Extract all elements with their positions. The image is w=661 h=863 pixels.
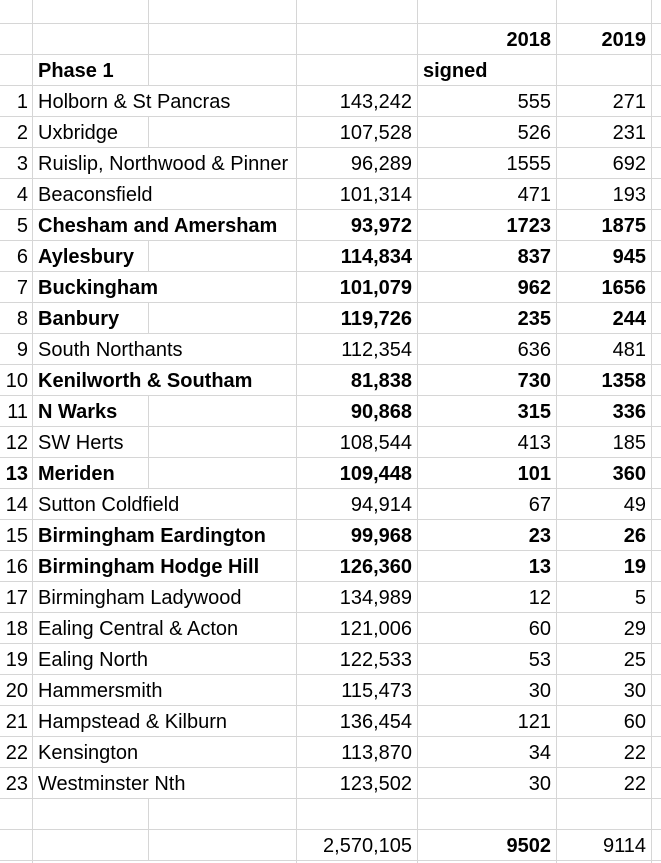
constituency-name-cell[interactable]: Kensington [33, 737, 297, 767]
cell-empty[interactable] [33, 830, 297, 860]
row-number-cell[interactable]: 22 [0, 737, 33, 767]
cell-empty[interactable] [0, 24, 33, 54]
row-number-cell[interactable]: 18 [0, 613, 33, 643]
total-electorate-cell[interactable]: 2,570,105 [297, 830, 418, 860]
table-row [0, 551, 661, 582]
row-number-cell[interactable]: 15 [0, 520, 33, 550]
header-row-labels [0, 55, 661, 86]
row-number-cell[interactable]: 6 [0, 241, 33, 271]
total-2018-cell[interactable]: 9502 [418, 830, 557, 860]
signed-label-cell[interactable]: signed [418, 55, 557, 85]
electorate-cell[interactable]: 143,242 [297, 86, 418, 116]
header-row-years [0, 24, 661, 55]
constituency-name-cell[interactable]: Hampstead & Kilburn [33, 706, 297, 736]
cell-empty[interactable] [418, 0, 557, 23]
constituency-name-cell[interactable]: Westminster Nth [33, 768, 297, 798]
cell-empty[interactable] [557, 55, 652, 85]
signed-2019-cell[interactable]: 30 [557, 675, 652, 705]
signed-2019-cell[interactable]: 1875 [557, 210, 652, 240]
row-number-cell[interactable]: 23 [0, 768, 33, 798]
table-row [0, 737, 661, 768]
constituency-name-cell[interactable]: Ealing North [33, 644, 297, 674]
empty-top-row [0, 0, 661, 24]
cell-empty[interactable] [0, 0, 33, 23]
signed-2018-cell[interactable]: 555 [418, 86, 557, 116]
electorate-cell[interactable]: 107,528 [297, 117, 418, 147]
overflow-cell[interactable] [652, 365, 661, 395]
signed-2019-cell[interactable]: 49 [557, 489, 652, 519]
electorate-cell[interactable]: 126,360 [297, 551, 418, 581]
row-number-cell[interactable]: 16 [0, 551, 33, 581]
electorate-cell[interactable]: 93,972 [297, 210, 418, 240]
cell-empty[interactable] [297, 799, 418, 829]
phase-label-cell[interactable]: Phase 1 [33, 55, 297, 85]
table-row [0, 303, 661, 334]
cell-empty[interactable] [297, 24, 418, 54]
signed-2019-cell[interactable]: 360 [557, 458, 652, 488]
signed-2018-cell[interactable]: 101 [418, 458, 557, 488]
constituency-name-cell[interactable]: N Warks [33, 396, 297, 426]
signed-2019-cell[interactable]: 185 [557, 427, 652, 457]
table-row [0, 427, 661, 458]
cell-empty[interactable] [0, 799, 33, 829]
cell-empty[interactable] [418, 799, 557, 829]
signed-2019-cell[interactable]: 231 [557, 117, 652, 147]
signed-2018-cell[interactable]: 12 [418, 582, 557, 612]
cell-empty[interactable] [0, 55, 33, 85]
constituency-name-cell[interactable]: Banbury [33, 303, 297, 333]
constituency-name-cell[interactable]: Ealing Central & Acton [33, 613, 297, 643]
cell-empty[interactable] [33, 799, 297, 829]
overflow-cell[interactable] [652, 427, 661, 457]
electorate-cell[interactable]: 112,354 [297, 334, 418, 364]
table-row [0, 179, 661, 210]
row-number-cell[interactable]: 12 [0, 427, 33, 457]
overflow-cell[interactable] [652, 644, 661, 674]
overflow-cell[interactable] [652, 675, 661, 705]
signed-2019-cell[interactable]: 244 [557, 303, 652, 333]
table-row [0, 706, 661, 737]
table-row [0, 675, 661, 706]
electorate-cell[interactable]: 115,473 [297, 675, 418, 705]
data-rows [0, 86, 661, 799]
constituency-name-cell[interactable]: South Northants [33, 334, 297, 364]
cell-empty[interactable] [297, 55, 418, 85]
signed-2018-cell[interactable]: 34 [418, 737, 557, 767]
overflow-cell[interactable] [652, 396, 661, 426]
signed-2018-cell[interactable]: 13 [418, 551, 557, 581]
constituency-name-cell[interactable]: Sutton Coldfield [33, 489, 297, 519]
table-row [0, 272, 661, 303]
constituency-name-cell[interactable]: Chesham and Amersham [33, 210, 297, 240]
table-row [0, 86, 661, 117]
row-number-cell[interactable]: 20 [0, 675, 33, 705]
table-row [0, 458, 661, 489]
signed-2019-cell[interactable]: 193 [557, 179, 652, 209]
cell-empty[interactable] [33, 24, 297, 54]
signed-2018-cell[interactable]: 730 [418, 365, 557, 395]
electorate-cell[interactable]: 94,914 [297, 489, 418, 519]
constituency-name-cell[interactable]: Hammersmith [33, 675, 297, 705]
row-number-cell[interactable]: 1 [0, 86, 33, 116]
overflow-cell[interactable] [652, 458, 661, 488]
table-row [0, 613, 661, 644]
signed-2019-cell[interactable]: 271 [557, 86, 652, 116]
signed-2019-cell[interactable]: 692 [557, 148, 652, 178]
constituency-name-cell[interactable]: Holborn & St Pancras [33, 86, 297, 116]
overflow-cell[interactable] [652, 768, 661, 798]
electorate-cell[interactable]: 122,533 [297, 644, 418, 674]
overflow-cell[interactable] [652, 210, 661, 240]
signed-2018-cell[interactable]: 53 [418, 644, 557, 674]
electorate-cell[interactable]: 108,544 [297, 427, 418, 457]
signed-2019-cell[interactable]: 1358 [557, 365, 652, 395]
cell-empty[interactable] [33, 0, 297, 23]
row-number-cell[interactable]: 11 [0, 396, 33, 426]
constituency-name-cell[interactable]: SW Herts [33, 427, 297, 457]
row-number-cell[interactable]: 8 [0, 303, 33, 333]
totals-row [0, 830, 661, 861]
constituency-name-cell[interactable]: Birmingham Hodge Hill [33, 551, 297, 581]
signed-2018-cell[interactable]: 121 [418, 706, 557, 736]
total-2019-cell[interactable]: 9114 [557, 830, 652, 860]
cell-empty[interactable] [0, 830, 33, 860]
overflow-cell[interactable] [652, 489, 661, 519]
constituency-name-cell[interactable]: Meriden [33, 458, 297, 488]
electorate-cell[interactable]: 114,834 [297, 241, 418, 271]
overflow-cell[interactable] [652, 179, 661, 209]
cell-empty[interactable] [652, 55, 661, 85]
year-2019-header-cell[interactable]: 2019 [557, 24, 652, 54]
row-number-cell[interactable]: 5 [0, 210, 33, 240]
signed-2018-cell[interactable]: 23 [418, 520, 557, 550]
signed-2018-cell[interactable]: 636 [418, 334, 557, 364]
row-number-cell[interactable]: 4 [0, 179, 33, 209]
signed-2019-cell[interactable]: 945 [557, 241, 652, 271]
signed-2019-cell[interactable]: 19 [557, 551, 652, 581]
table-row [0, 210, 661, 241]
signed-2018-cell[interactable]: 837 [418, 241, 557, 271]
electorate-cell[interactable]: 119,726 [297, 303, 418, 333]
electorate-cell[interactable]: 99,968 [297, 520, 418, 550]
overflow-cell[interactable] [652, 241, 661, 271]
constituency-name-cell[interactable]: Ruislip, Northwood & Pinner [33, 148, 297, 178]
table-row [0, 489, 661, 520]
overflow-cell[interactable] [652, 737, 661, 767]
table-row [0, 396, 661, 427]
signed-2019-cell[interactable]: 29 [557, 613, 652, 643]
table-row [0, 644, 661, 675]
cell-empty[interactable] [297, 0, 418, 23]
electorate-cell[interactable]: 121,006 [297, 613, 418, 643]
table-row [0, 582, 661, 613]
signed-2018-cell[interactable]: 235 [418, 303, 557, 333]
electorate-cell[interactable]: 123,502 [297, 768, 418, 798]
empty-row [0, 799, 661, 830]
signed-2019-cell[interactable]: 481 [557, 334, 652, 364]
constituency-name-cell[interactable]: Birmingham Ladywood [33, 582, 297, 612]
overflow-cell[interactable] [652, 613, 661, 643]
row-number-cell[interactable]: 10 [0, 365, 33, 395]
overflow-cell[interactable] [652, 551, 661, 581]
electorate-cell[interactable]: 113,870 [297, 737, 418, 767]
row-number-cell[interactable]: 21 [0, 706, 33, 736]
constituency-name-cell[interactable]: Kenilworth & Southam [33, 365, 297, 395]
overflow-cell[interactable] [652, 272, 661, 302]
signed-2018-cell[interactable]: 30 [418, 768, 557, 798]
electorate-cell[interactable]: 96,289 [297, 148, 418, 178]
signed-2018-cell[interactable]: 1555 [418, 148, 557, 178]
signed-2019-cell[interactable]: 22 [557, 737, 652, 767]
signed-2018-cell[interactable]: 1723 [418, 210, 557, 240]
constituency-name-cell[interactable]: Birmingham Eardington [33, 520, 297, 550]
electorate-cell[interactable]: 101,314 [297, 179, 418, 209]
signed-2018-cell[interactable]: 315 [418, 396, 557, 426]
row-number-cell[interactable]: 14 [0, 489, 33, 519]
cell-empty[interactable] [652, 830, 661, 860]
table-row [0, 117, 661, 148]
electorate-cell[interactable]: 81,838 [297, 365, 418, 395]
electorate-cell[interactable]: 101,079 [297, 272, 418, 302]
signed-2018-cell[interactable]: 60 [418, 613, 557, 643]
row-number-cell[interactable]: 17 [0, 582, 33, 612]
signed-2018-cell[interactable]: 962 [418, 272, 557, 302]
electorate-cell[interactable]: 136,454 [297, 706, 418, 736]
row-number-cell[interactable]: 7 [0, 272, 33, 302]
overflow-cell[interactable] [652, 706, 661, 736]
overflow-cell[interactable] [652, 520, 661, 550]
signed-2019-cell[interactable]: 25 [557, 644, 652, 674]
overflow-cell[interactable] [652, 148, 661, 178]
signed-2019-cell[interactable]: 5 [557, 582, 652, 612]
constituency-name-cell[interactable]: Aylesbury [33, 241, 297, 271]
overflow-cell[interactable] [652, 303, 661, 333]
signed-2019-cell[interactable]: 22 [557, 768, 652, 798]
overflow-cell[interactable] [652, 86, 661, 116]
electorate-cell[interactable]: 109,448 [297, 458, 418, 488]
constituency-name-cell[interactable]: Beaconsfield [33, 179, 297, 209]
table-row [0, 365, 661, 396]
signed-2019-cell[interactable]: 26 [557, 520, 652, 550]
signed-2019-cell[interactable]: 60 [557, 706, 652, 736]
table-row [0, 520, 661, 551]
cell-empty[interactable] [557, 799, 652, 829]
table-row [0, 241, 661, 272]
row-number-cell[interactable]: 19 [0, 644, 33, 674]
year-2018-header-cell[interactable]: 2018 [418, 24, 557, 54]
constituency-name-cell[interactable]: Uxbridge [33, 117, 297, 147]
table-row [0, 148, 661, 179]
row-number-cell[interactable]: 9 [0, 334, 33, 364]
row-number-cell[interactable]: 3 [0, 148, 33, 178]
row-number-cell[interactable]: 2 [0, 117, 33, 147]
signed-2018-cell[interactable]: 471 [418, 179, 557, 209]
table-row [0, 334, 661, 365]
row-number-cell[interactable]: 13 [0, 458, 33, 488]
table-row [0, 768, 661, 799]
constituency-name-cell[interactable]: Buckingham [33, 272, 297, 302]
overflow-cell[interactable] [652, 334, 661, 364]
signed-2018-cell[interactable]: 67 [418, 489, 557, 519]
overflow-cell[interactable] [652, 582, 661, 612]
cell-empty[interactable] [557, 0, 652, 23]
cell-empty[interactable] [652, 0, 661, 23]
cell-empty[interactable] [652, 24, 661, 54]
overflow-cell[interactable] [652, 117, 661, 147]
signed-2019-cell[interactable]: 336 [557, 396, 652, 426]
electorate-cell[interactable]: 90,868 [297, 396, 418, 426]
signed-2018-cell[interactable]: 526 [418, 117, 557, 147]
electorate-cell[interactable]: 134,989 [297, 582, 418, 612]
cell-empty[interactable] [652, 799, 661, 829]
signed-2019-cell[interactable]: 1656 [557, 272, 652, 302]
signed-2018-cell[interactable]: 413 [418, 427, 557, 457]
signed-2018-cell[interactable]: 30 [418, 675, 557, 705]
